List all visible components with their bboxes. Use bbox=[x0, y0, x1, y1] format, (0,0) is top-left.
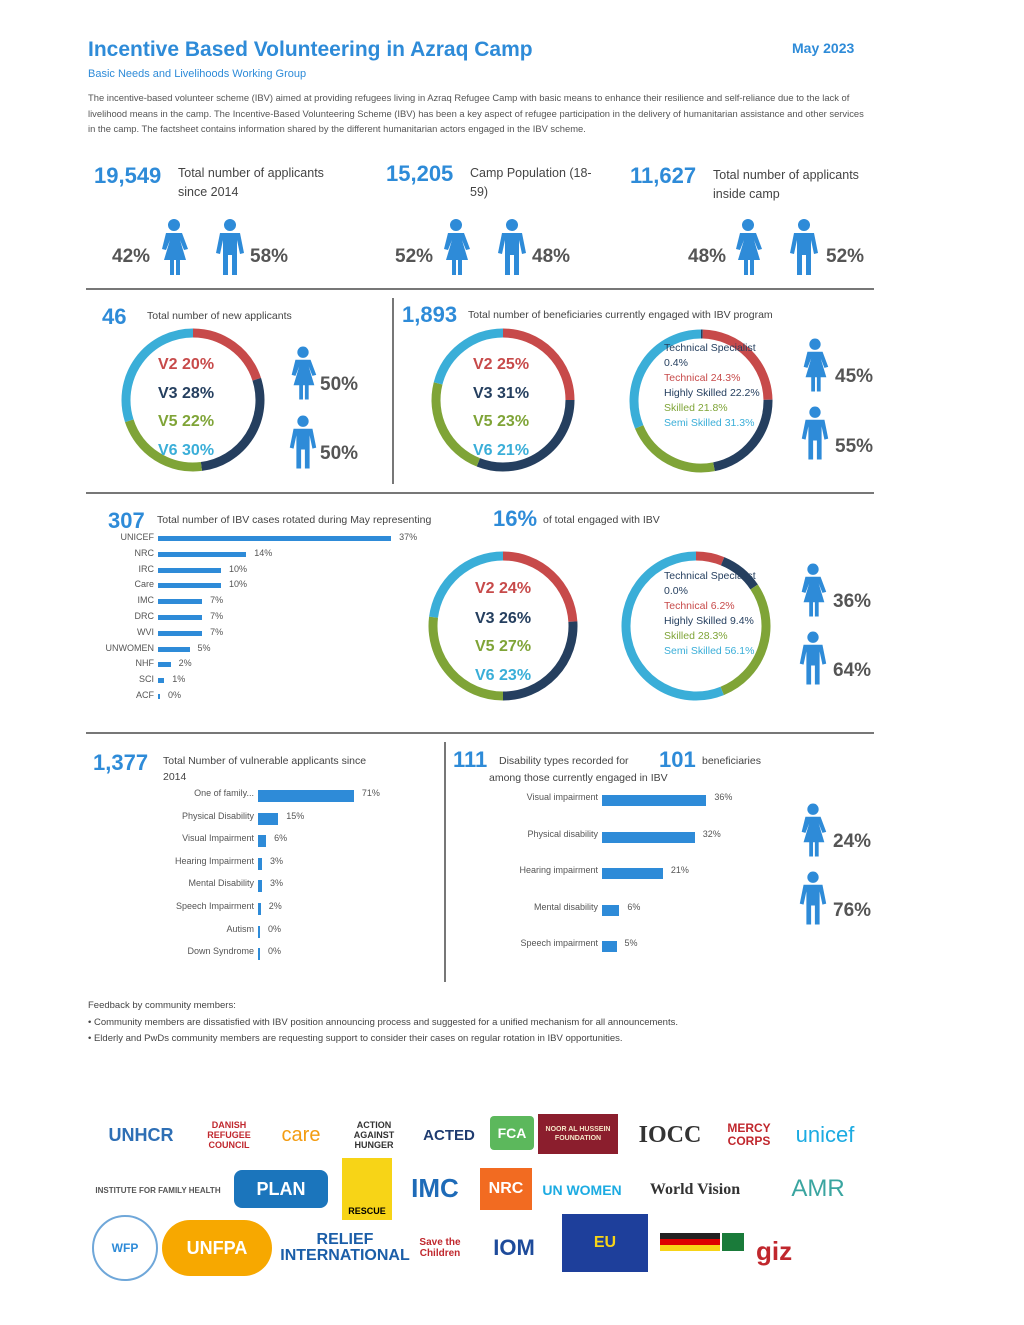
bar-value: 6% bbox=[274, 833, 288, 844]
female-percent: 52% bbox=[395, 246, 434, 267]
skill-label: Technical Specialist 0.4% bbox=[664, 342, 756, 369]
female-figure bbox=[444, 219, 470, 275]
female-figure bbox=[802, 804, 827, 857]
skill-label: Semi Skilled 56.1% bbox=[664, 645, 755, 657]
bar bbox=[158, 631, 202, 636]
bar-value: 6% bbox=[627, 901, 641, 912]
vulnerable-bar-chart bbox=[80, 788, 440, 968]
female-icon bbox=[798, 337, 832, 398]
female-icon bbox=[730, 218, 766, 281]
bar-label: DRC bbox=[134, 611, 154, 621]
bar-value: 7% bbox=[210, 611, 224, 621]
bar-label: NRC bbox=[134, 547, 154, 558]
logo-imc: IMC bbox=[411, 1172, 459, 1203]
bar-value: 5% bbox=[624, 938, 638, 948]
divider bbox=[86, 288, 874, 290]
logo-save-the-children: Save the Children bbox=[419, 1237, 461, 1259]
logo-amr: AMR bbox=[791, 1175, 845, 1202]
donut-segment bbox=[639, 427, 714, 468]
bar-row bbox=[448, 865, 788, 881]
male-icon bbox=[494, 218, 530, 281]
bar-row bbox=[80, 627, 440, 643]
bar-row bbox=[80, 595, 440, 611]
orgs-bar-chart bbox=[80, 532, 440, 712]
bar bbox=[158, 599, 202, 604]
divider bbox=[444, 742, 446, 982]
bar bbox=[258, 880, 262, 892]
male-icon bbox=[286, 414, 320, 475]
donut-label: V6 21% bbox=[473, 442, 530, 459]
bar-value: 1% bbox=[172, 674, 186, 685]
male-figure bbox=[800, 632, 826, 685]
bar-row bbox=[80, 690, 440, 706]
bar-row bbox=[80, 856, 440, 872]
bar-value: 3% bbox=[270, 855, 284, 866]
donut-label: V2 25% bbox=[473, 356, 530, 373]
female-percent: 50% bbox=[320, 374, 359, 395]
donut-label: V6 23% bbox=[475, 667, 532, 684]
bar-value: 3% bbox=[270, 878, 284, 889]
bar-label: UNWOMEN bbox=[105, 642, 154, 653]
female-figure bbox=[804, 339, 829, 392]
logo-unfpa: UNFPA bbox=[162, 1220, 272, 1276]
vulnerable-label: Total Number of vulnerable applicants since 2014 bbox=[163, 755, 367, 783]
donut-label: V3 28% bbox=[158, 385, 215, 402]
bar-row bbox=[80, 924, 440, 940]
rotated-share: 16% bbox=[493, 506, 538, 531]
logo-drc: DANISH REFUGEE COUNCIL bbox=[207, 1120, 251, 1150]
bar-value: 5% bbox=[197, 642, 211, 653]
male-icon bbox=[796, 630, 830, 691]
bar-value: 2% bbox=[178, 658, 192, 669]
donut-label: V3 31% bbox=[473, 385, 530, 402]
bar-label: IMC bbox=[137, 595, 154, 606]
logo-unicef: unicef bbox=[795, 1122, 855, 1147]
bar-row bbox=[80, 579, 440, 595]
female-icon bbox=[286, 345, 320, 406]
male-percent: 52% bbox=[826, 246, 865, 267]
bar bbox=[158, 583, 221, 588]
logo-fca: FCA bbox=[490, 1116, 534, 1150]
bar bbox=[602, 941, 617, 952]
bar bbox=[158, 694, 160, 699]
page-subtitle: Basic Needs and Livelihoods Working Group bbox=[88, 68, 307, 80]
male-percent: 48% bbox=[532, 246, 571, 267]
donut-segment bbox=[696, 556, 723, 561]
logo-eu: EU bbox=[562, 1214, 648, 1272]
skill-label: Technical 24.3% bbox=[664, 372, 741, 384]
bar-value: 14% bbox=[254, 547, 273, 558]
skill-label: Skilled 28.3% bbox=[664, 630, 728, 642]
bar-label: UNICEF bbox=[120, 532, 154, 542]
donut-label: V2 24% bbox=[475, 580, 532, 597]
donut-segment bbox=[436, 383, 478, 462]
logo-iocc: IOCC bbox=[638, 1121, 702, 1148]
bar bbox=[258, 948, 260, 960]
skills-legend bbox=[664, 341, 764, 431]
bar-row bbox=[80, 878, 440, 894]
logo-iom: IOM bbox=[493, 1235, 535, 1260]
female-percent: 24% bbox=[833, 831, 872, 852]
kpi-label: Total number of applicants inside camp bbox=[713, 168, 859, 201]
skills-legend bbox=[664, 569, 764, 659]
rotated-share-label: of total engaged with IBV bbox=[543, 514, 660, 526]
bar-value: 7% bbox=[210, 626, 224, 637]
donut-label: V6 30% bbox=[158, 442, 215, 459]
male-percent: 50% bbox=[320, 443, 359, 464]
feedback-title: Feedback by community members: bbox=[88, 1000, 236, 1011]
bar-label: Speech Impairment bbox=[175, 901, 254, 911]
bar-label: ACF bbox=[136, 690, 154, 700]
logo-ifh: INSTITUTE FOR FAMILY HEALTH bbox=[95, 1185, 221, 1195]
skill-label: Skilled 21.8% bbox=[664, 402, 728, 414]
male-percent: 55% bbox=[835, 436, 874, 457]
report-date: May 2023 bbox=[792, 40, 855, 56]
bar bbox=[258, 858, 262, 870]
kpi-label: Total number of applicants since 2014 bbox=[178, 166, 324, 199]
disability-label3: among those currently engaged in IBV bbox=[489, 772, 668, 784]
bar-value: 36% bbox=[714, 792, 733, 802]
logo-unhcr: UNHCR bbox=[108, 1124, 174, 1145]
male-figure bbox=[800, 872, 826, 925]
kpi-value: 15,205 bbox=[386, 161, 454, 186]
bar bbox=[158, 615, 202, 620]
bar-row bbox=[80, 611, 440, 627]
logo-world-vision: World Vision bbox=[649, 1181, 741, 1198]
bar-row bbox=[80, 532, 440, 548]
skill-label: Technical 6.2% bbox=[664, 600, 735, 612]
male-figure bbox=[802, 407, 828, 460]
disability-label: Disability types recorded for bbox=[499, 755, 629, 767]
donut-label: V2 20% bbox=[158, 356, 215, 373]
female-figure bbox=[162, 219, 188, 275]
logo-wfp: WFP bbox=[92, 1215, 158, 1281]
bar-label: SCI bbox=[138, 674, 154, 685]
logo-plan: PLAN bbox=[234, 1170, 328, 1208]
bar-label: Physical Disability bbox=[181, 810, 254, 821]
feedback-section bbox=[88, 998, 678, 1048]
bar bbox=[602, 905, 619, 916]
male-figure bbox=[498, 219, 526, 275]
bar-row bbox=[80, 674, 440, 690]
bar-row bbox=[448, 938, 788, 954]
bar bbox=[258, 926, 260, 938]
bar-label: Visual Impairment bbox=[182, 833, 254, 844]
bar-label: One of family... bbox=[194, 788, 254, 798]
bar-label: Mental disability bbox=[533, 901, 598, 912]
bar bbox=[602, 795, 706, 806]
donut-label: V5 27% bbox=[475, 638, 532, 655]
logo-nrc: NRC bbox=[480, 1168, 532, 1210]
divider bbox=[86, 732, 874, 734]
bar bbox=[258, 835, 266, 847]
disability-value2: 101 bbox=[659, 747, 696, 772]
bar-value: 0% bbox=[268, 946, 282, 957]
male-figure bbox=[216, 219, 244, 275]
disability-label2: beneficiaries bbox=[702, 755, 761, 767]
donut-label: V3 26% bbox=[475, 610, 532, 627]
feedback-item: • Community members are dissatisfied with IBV position announcing process and suggested for a unified mechanism for all announcements. bbox=[88, 1016, 678, 1028]
male-figure bbox=[290, 416, 316, 469]
logo-care: care bbox=[281, 1123, 321, 1146]
bar-label: Autism bbox=[226, 923, 254, 934]
bar-label: Care bbox=[134, 579, 154, 590]
bar-row bbox=[80, 643, 440, 659]
female-figure bbox=[736, 219, 762, 275]
bar-label: Speech impairment bbox=[520, 938, 598, 948]
bar-value: 7% bbox=[210, 595, 224, 606]
female-percent: 36% bbox=[833, 591, 872, 612]
new-applicants-value: 46 bbox=[102, 304, 127, 329]
bar bbox=[158, 552, 246, 557]
skill-label: Semi Skilled 31.3% bbox=[664, 417, 755, 429]
female-percent: 48% bbox=[688, 246, 727, 267]
bar-row bbox=[80, 833, 440, 849]
male-percent: 64% bbox=[833, 660, 872, 681]
donut-label: V5 22% bbox=[158, 413, 215, 430]
female-percent: 42% bbox=[112, 246, 151, 267]
bar-row bbox=[80, 811, 440, 827]
male-percent: 76% bbox=[833, 900, 872, 921]
bar-row bbox=[80, 788, 440, 804]
bar bbox=[258, 903, 261, 915]
male-icon bbox=[798, 405, 832, 466]
bar-value: 2% bbox=[268, 901, 282, 911]
kpi-value: 11,627 bbox=[630, 163, 697, 188]
bar bbox=[602, 832, 695, 843]
bar-value: 15% bbox=[286, 810, 305, 821]
engaged-value: 1,893 bbox=[402, 302, 458, 327]
male-icon bbox=[796, 870, 830, 931]
bar-label: Down Syndrome bbox=[187, 946, 254, 957]
logo-giz: giz bbox=[756, 1235, 793, 1266]
male-icon bbox=[212, 218, 248, 281]
donut-label: V5 23% bbox=[473, 413, 530, 430]
bar-value: 32% bbox=[702, 828, 721, 839]
rotated-value: 307 bbox=[108, 508, 145, 533]
bar-label: IRC bbox=[138, 563, 154, 574]
male-figure bbox=[790, 219, 818, 275]
bar-row bbox=[80, 901, 440, 917]
female-icon bbox=[438, 218, 474, 281]
skill-label: Technical Specialist 0.0% bbox=[664, 570, 756, 597]
bar-row bbox=[80, 658, 440, 674]
bar bbox=[158, 647, 190, 652]
skill-label: Highly Skilled 9.4% bbox=[664, 615, 754, 627]
bar-value: 71% bbox=[361, 788, 380, 798]
new-applicants-label: Total number of new applicants bbox=[147, 310, 292, 322]
logo-aah: ACTION AGAINST HUNGER bbox=[353, 1120, 395, 1150]
bar-value: 0% bbox=[268, 923, 282, 934]
donut-segment bbox=[126, 333, 193, 421]
rotated-label: Total number of IBV cases rotated during May representing bbox=[157, 514, 432, 526]
bar-label: Hearing impairment bbox=[519, 865, 598, 875]
bar-label: Hearing Impairment bbox=[174, 855, 254, 866]
logo-germany-jordan bbox=[660, 1225, 744, 1273]
bar-row bbox=[448, 902, 788, 918]
bar-value: 37% bbox=[399, 532, 418, 542]
bar bbox=[258, 813, 278, 825]
bar-label: WVI bbox=[137, 626, 154, 637]
bar-label: NHF bbox=[135, 658, 154, 669]
bar-row bbox=[80, 946, 440, 962]
bar-row bbox=[80, 548, 440, 564]
bar-label: Mental Disability bbox=[188, 878, 254, 889]
logo-mercy-corps: MERCY CORPS bbox=[727, 1121, 771, 1148]
female-figure bbox=[802, 564, 827, 617]
feedback-item: • Elderly and PwDs community members are requesting support to consider their cases on regular rotation in IBV opportunities. bbox=[88, 1033, 623, 1044]
bar bbox=[602, 868, 663, 879]
logo-acted: ACTED bbox=[423, 1126, 475, 1144]
female-icon bbox=[156, 218, 192, 281]
bar bbox=[158, 536, 391, 541]
bar-row bbox=[448, 792, 788, 808]
intro-paragraph: The incentive-based volunteer scheme (IBV) aimed at providing refugees living in Azraq Refugee Camp with basic means to enhance their resilience and self-reliance due to the lack of livelihood means in the camp. The Incentive-Based Volunteering Scheme (IBV) has been a key aspect of refugee participation in the delivery of humanitarian assistance and other services in the camp. The factsheet contains information shared by the different humanitarian actors engaged in the IBV scheme. bbox=[88, 92, 864, 135]
male-percent: 58% bbox=[250, 246, 289, 267]
engaged-label: Total number of beneficiaries currently engaged with IBV program bbox=[468, 309, 773, 321]
divider bbox=[392, 298, 394, 484]
female-icon bbox=[796, 562, 830, 623]
bar-value: 0% bbox=[168, 690, 182, 700]
bar-value: 21% bbox=[670, 865, 689, 875]
male-icon bbox=[786, 218, 822, 281]
bar-label: Physical disability bbox=[527, 828, 598, 839]
bar bbox=[258, 790, 354, 802]
logo-nhf: NOOR AL HUSSEIN FOUNDATION bbox=[538, 1114, 618, 1154]
female-percent: 45% bbox=[835, 366, 874, 387]
disability-value: 111 bbox=[453, 747, 488, 772]
kpi-label: Camp Population (18-59) bbox=[470, 166, 592, 199]
female-figure bbox=[292, 347, 317, 400]
logo-irc: RESCUE bbox=[342, 1158, 392, 1220]
bar-row bbox=[448, 829, 788, 845]
bar-row bbox=[80, 564, 440, 580]
bar-value: 10% bbox=[229, 563, 248, 574]
disability-bar-chart bbox=[448, 792, 788, 972]
bar-label: Visual impairment bbox=[526, 792, 598, 802]
skill-label: Highly Skilled 22.2% bbox=[664, 387, 760, 399]
bar bbox=[158, 678, 164, 683]
divider bbox=[86, 492, 874, 494]
bar-value: 10% bbox=[229, 579, 248, 590]
kpi-value: 19,549 bbox=[94, 163, 162, 188]
bar bbox=[158, 568, 221, 573]
vulnerable-value: 1,377 bbox=[93, 750, 149, 775]
logo-unwomen: UN WOMEN bbox=[542, 1182, 622, 1198]
bar bbox=[158, 662, 171, 667]
female-icon bbox=[796, 802, 830, 863]
page-title: Incentive Based Volunteering in Azraq Camp bbox=[88, 38, 533, 61]
logo-relief-international: RELIEF INTERNATIONAL bbox=[280, 1231, 410, 1264]
